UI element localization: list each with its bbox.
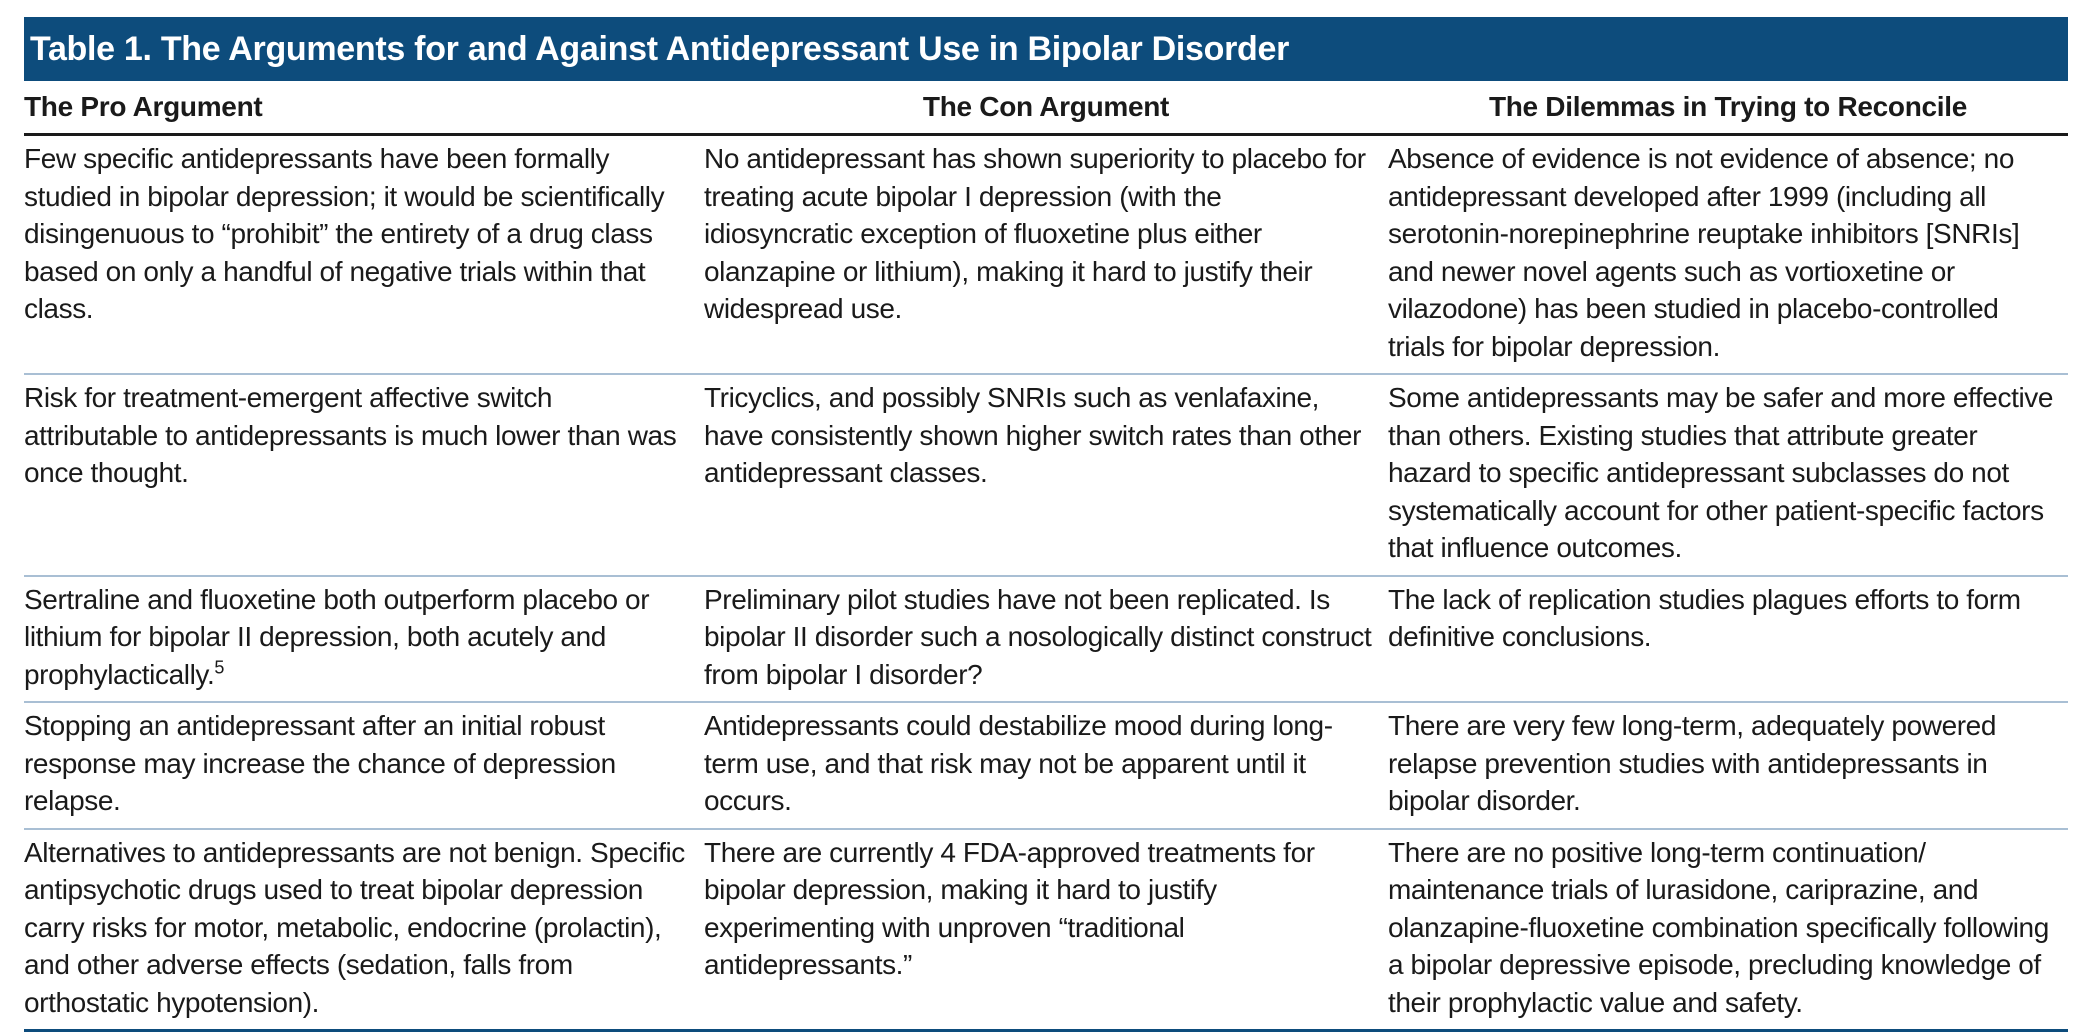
cell-con: No antidepressant has shown superiority to placebo for treating acute bipolar I depression (with the idiosyncratic exception of fluoxetine plus either olanzapine or lithium), making it hard to justify their widespread use. [704, 135, 1388, 375]
table-row [24, 374, 2068, 576]
cell-pro [24, 576, 704, 703]
header-row [24, 81, 2068, 135]
cell-pro: Alternatives to antidepressants are not benign. Specific antipsychotic drugs used to treat bipolar depression carry risks for motor, metabolic, endocrine (prolactin), and other adverse effects (sedation, falls from orthostatic hypotension). [24, 829, 704, 1031]
cell-dilemma: Absence of evidence is not evidence of absence; no antidepressant developed after 1999 (including all serotonin-norepinephrine reuptake inhibitors [SNRIs] and newer novel agents such as vortioxetine or vilazodone) has been studied in placebo-controlled trials for bipolar depression. [1388, 135, 2068, 375]
table-container [24, 17, 2068, 1032]
cell-dilemma: There are no positive long-term continuation/ maintenance trials of lurasidone, cariprazine, and olanzapine-fluoxetine combination specifically following a bipolar depressive episode, precluding knowledge of their prophylactic value and safety. [1388, 829, 2068, 1031]
cell-dilemma: The lack of replication studies plagues efforts to form definitive conclusions. [1388, 576, 2068, 703]
cell-pro: Risk for treatment-emergent affective switch attributable to antidepressants is much lower than was once thought. [24, 374, 704, 576]
cell-dilemma: Some antidepressants may be safer and more effective than others. Existing studies that attribute greater hazard to specific antidepressant subclasses do not systematically account for other patient-specific factors that influence outcomes. [1388, 374, 2068, 576]
reference-superscript: 5 [214, 657, 224, 678]
column-header-dilemmas: The Dilemmas in Trying to Reconcile [1388, 81, 2068, 135]
table-row [24, 702, 2068, 829]
cell-con: Tricyclics, and possibly SNRIs such as venlafaxine, have consistently shown higher switch rates than other antidepressant classes. [704, 374, 1388, 576]
cell-dilemma: There are very few long-term, adequately powered relapse prevention studies with antidepressants in bipolar disorder. [1388, 702, 2068, 829]
column-header-con: The Con Argument [704, 81, 1388, 135]
cell-pro-text: Sertraline and fluoxetine both outperform placebo or lithium for bipolar II depression, both acutely and prophylactically. [24, 583, 650, 690]
cell-pro: Few specific antidepressants have been formally studied in bipolar depression; it would be scientifically disingenuous to “prohibit” the entirety of a drug class based on only a handful of negative trials within that class. [24, 135, 704, 375]
cell-con: Preliminary pilot studies have not been replicated. Is bipolar II disorder such a nosologically distinct construct from bipolar I disorder? [704, 576, 1388, 703]
arguments-table [24, 81, 2068, 1032]
cell-con: Antidepressants could destabilize mood during long-term use, and that risk may not be apparent until it occurs. [704, 702, 1388, 829]
table-title: Table 1. The Arguments for and Against Antidepressant Use in Bipolar Disorder [24, 17, 2068, 81]
table-row [24, 576, 2068, 703]
table-row [24, 135, 2068, 375]
column-header-pro: The Pro Argument [24, 81, 704, 135]
table-row [24, 829, 2068, 1031]
cell-con: There are currently 4 FDA-approved treatments for bipolar depression, making it hard to justify experimenting with unproven “traditional antidepressants.” [704, 829, 1388, 1031]
cell-pro: Stopping an antidepressant after an initial robust response may increase the chance of depression relapse. [24, 702, 704, 829]
